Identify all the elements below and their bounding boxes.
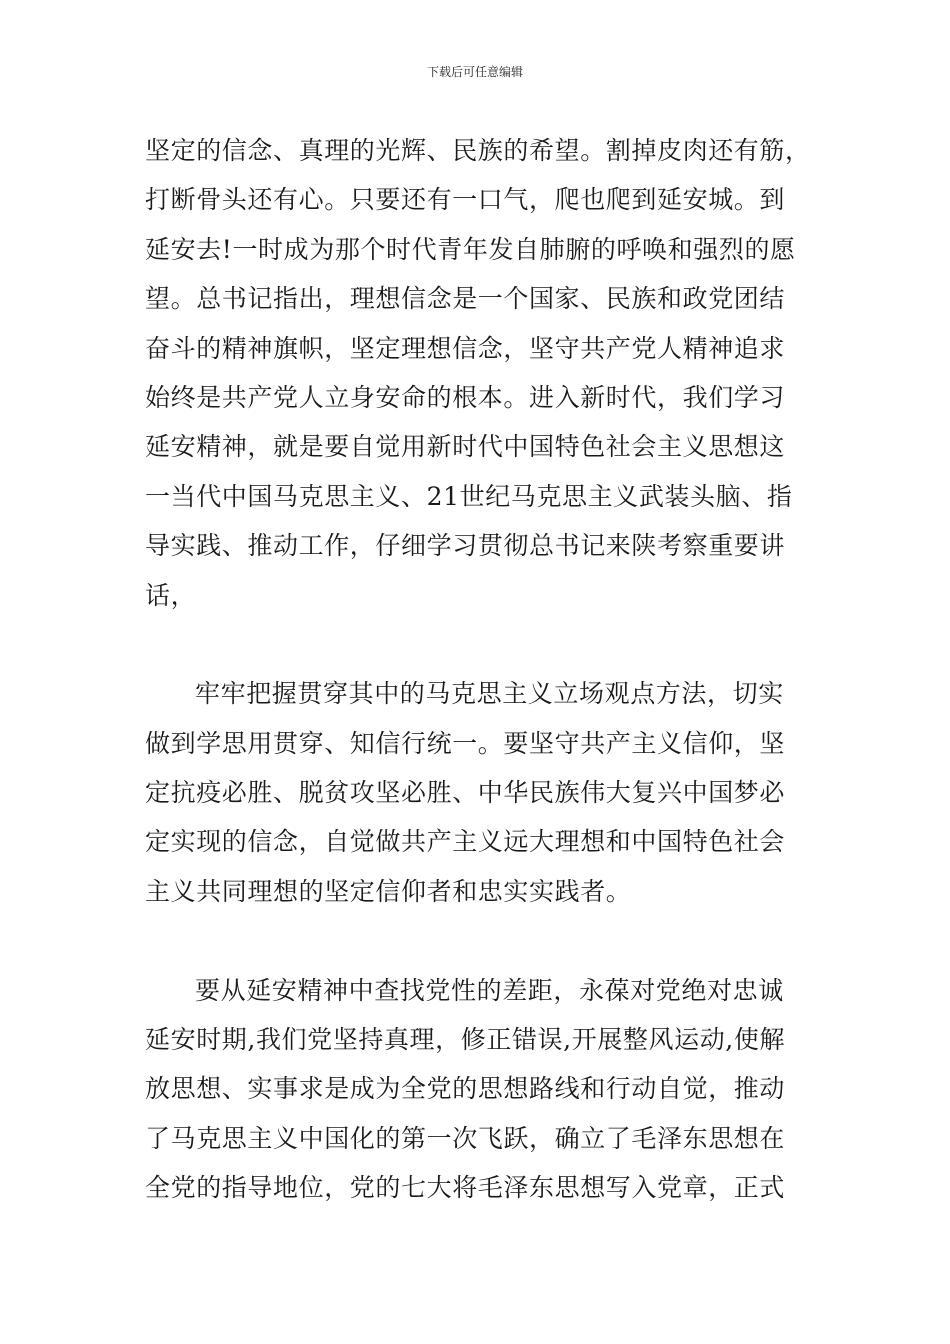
- paragraph-2: [145, 669, 807, 916]
- text-line: 导实践、推动工作，仔细学习贯彻总书记来陕考察重要讲: [145, 531, 786, 561]
- paragraph-spacer: [145, 620, 807, 669]
- text-line: 定实现的信念，自觉做共产主义远大理想和中国特色社会: [145, 827, 786, 857]
- text-line: 主义共同理想的坚定信仰者和忠实实践者。: [145, 876, 632, 906]
- paragraph-3: [145, 966, 807, 1213]
- text-line: 延安去!一时成为那个时代青年发自肺腑的呼唤和强烈的愿: [145, 234, 796, 264]
- text-line: 延安精神，就是要自觉用新时代中国特色社会主义思想这: [145, 432, 786, 462]
- text-line: 放思想、实事求是成为全党的思想路线和行动自觉，推动: [145, 1074, 786, 1104]
- text-line: 始终是共产党人立身安命的根本。进入新时代，我们学习: [145, 382, 786, 412]
- page-header-note: 下载后可任意编辑: [426, 65, 523, 79]
- document-body: [145, 126, 811, 1213]
- text-line: 话，: [145, 580, 197, 610]
- text-line: 全党的指导地位，党的七大将毛泽东思想写入党章，正式: [145, 1173, 786, 1203]
- text-line: 望。总书记指出，理想信念是一个国家、民族和政党团结: [145, 284, 786, 314]
- text-line: 一当代中国马克思主义、21世纪马克思主义武装头脑、指: [145, 481, 793, 511]
- text-line: 牢牢把握贯穿其中的马克思主义立场观点方法，切实: [195, 679, 784, 709]
- text-line: 要从延安精神中查找党性的差距，永葆对党绝对忠诚: [195, 975, 784, 1005]
- text-line: 了马克思主义中国化的第一次飞跃，确立了毛泽东思想在: [145, 1123, 786, 1153]
- text-line: 延安时期,我们党坚持真理，修正错误,开展整风运动,使解: [145, 1025, 786, 1055]
- text-line: 打断骨头还有心。只要还有一口气，爬也爬到延安城。到: [145, 185, 786, 215]
- text-line: 做到学思用贯穿、知信行统一。要坚守共产主义信仰，坚: [145, 728, 786, 758]
- text-line: 奋斗的精神旗帜，坚定理想信念，坚守共产党人精神追求: [145, 333, 786, 363]
- text-line: 定抗疫必胜、脱贫攻坚必胜、中华民族伟大复兴中国梦必: [145, 778, 786, 808]
- paragraph-1: [145, 126, 811, 620]
- text-line: 坚定的信念、真理的光辉、民族的希望。割掉皮肉还有筋，: [145, 136, 811, 165]
- paragraph-spacer: [145, 916, 807, 965]
